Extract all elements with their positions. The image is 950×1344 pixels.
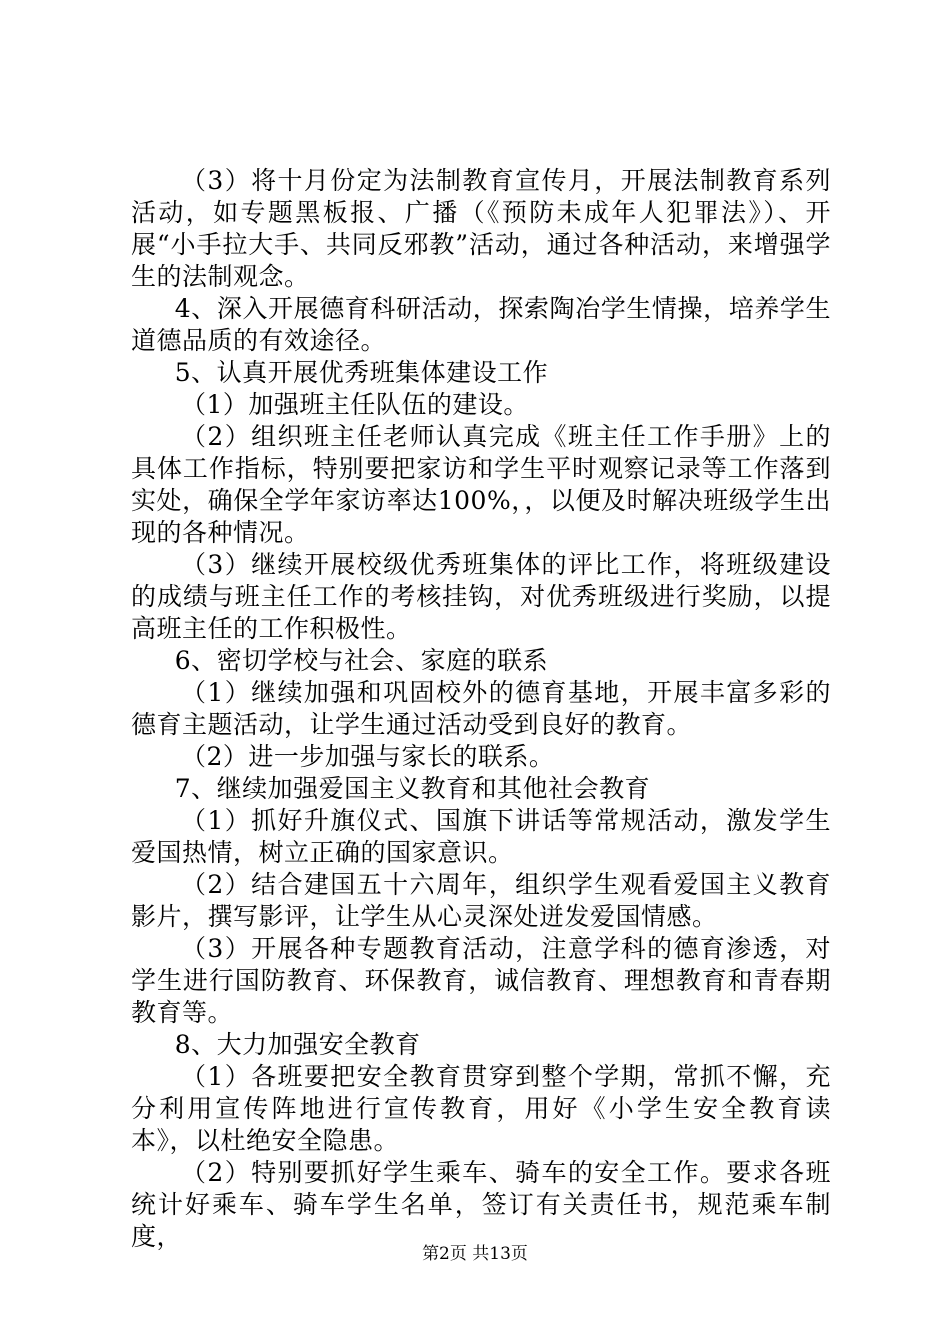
item-7-sub-3: （3）开展各种专题教育活动，注意学科的德育渗透，对学生进行国防教育、环保教育，诚信教育、理想教育和青春期教育等。 — [131, 934, 831, 1027]
paragraph-3-legal-month: （3）将十月份定为法制教育宣传月，开展法制教育系列活动，如专题黑板报、广播（《预防未成年人犯罪法》）、开展“小手拉大手、共同反邪教”活动，通过各种活动，来增强学生的法制观念。 — [131, 166, 831, 291]
item-6-sub-1: （1）继续加强和巩固校外的德育基地，开展丰富多彩的德育主题活动，让学生通过活动受到良好的教育。 — [131, 678, 831, 739]
item-5-sub-1: （1）加强班主任队伍的建设。 — [181, 390, 529, 419]
item-5-sub-2: （2）组织班主任老师认真完成《班主任工作手册》上的具体工作指标，特别要把家访和学生平时观察记录等工作落到实处，确保全学年家访率达100%，，以便及时解决班级学生出现的各种情况。 — [131, 422, 831, 547]
item-5-heading: 5、认真开展优秀班集体建设工作 — [174, 358, 549, 387]
body-text — [131, 165, 831, 1253]
item-8-sub-1: （1）各班要把安全教育贯穿到整个学期，常抓不懈，充分利用宣传阵地进行宣传教育，用好《小学生安全教育读本》，以杜绝安全隐患。 — [131, 1062, 831, 1155]
item-8-sub-2: （2）特别要抓好学生乘车、骑车的安全工作。要求各班统计好乘车、骑车学生名单，签订有关责任书，规范乘车制度， — [131, 1158, 831, 1251]
item-7-sub-1: （1）抓好升旗仪式、国旗下讲话等常规活动，激发学生爱国热情，树立正确的国家意识。 — [131, 806, 831, 867]
item-4-moral-research: 4、深入开展德育科研活动，探索陶冶学生情操，培养学生道德品质的有效途径。 — [131, 294, 831, 355]
item-7-heading: 7、继续加强爱国主义教育和其他社会教育 — [174, 774, 651, 803]
item-5-sub-3: （3）继续开展校级优秀班集体的评比工作，将班级建设的成绩与班主任工作的考核挂钩，对优秀班级进行奖励，以提高班主任的工作积极性。 — [131, 550, 831, 643]
item-6-heading: 6、密切学校与社会、家庭的联系 — [174, 646, 549, 675]
item-8-heading: 8、大力加强安全教育 — [174, 1030, 421, 1059]
page-number-footer: 第2页 共13页 — [422, 1244, 528, 1264]
item-7-sub-2: （2）结合建国五十六周年，组织学生观看爱国主义教育影片，撰写影评，让学生从心灵深处迸发爱国情感。 — [131, 870, 831, 931]
item-6-sub-2: （2）进一步加强与家长的联系。 — [181, 742, 555, 771]
